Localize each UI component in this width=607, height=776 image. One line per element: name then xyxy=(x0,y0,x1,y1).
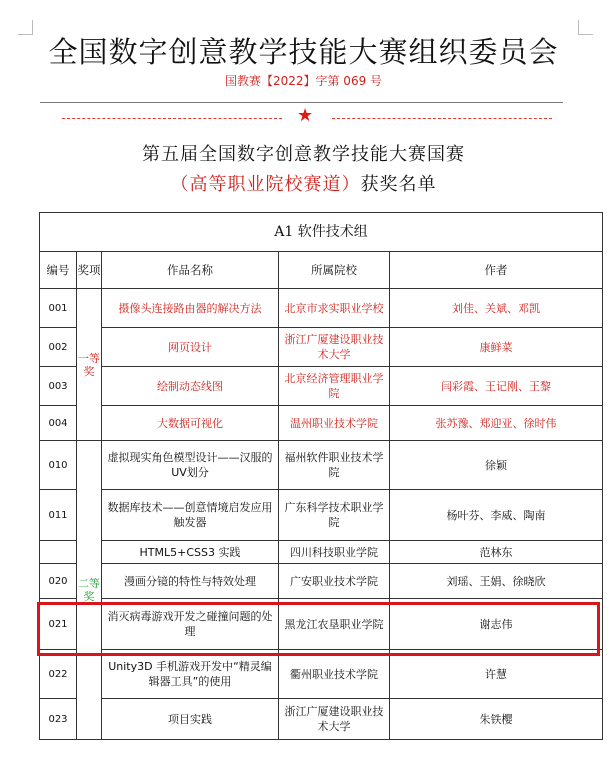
table-row xyxy=(40,441,603,490)
col-header-author: 作者 xyxy=(390,252,603,289)
row-no xyxy=(40,541,77,564)
row-work: 消灭病毒游戏开发之碰撞问题的处理 xyxy=(102,599,279,650)
award-first-prize: 一等奖 xyxy=(77,289,102,441)
row-work: 虚拟现实角色模型设计——汉服的UV划分 xyxy=(102,441,279,490)
row-work: 摄像头连接路由器的解决方法 xyxy=(102,289,279,328)
row-author: 刘佳、关斌、邓凯 xyxy=(390,289,603,328)
row-no: 023 xyxy=(40,699,77,740)
row-work: 漫画分镜的特性与特效处理 xyxy=(102,564,279,599)
row-school: 北京市求实职业学校 xyxy=(279,289,390,328)
row-work: Unity3D 手机游戏开发中“精灵编辑器工具”的使用 xyxy=(102,650,279,699)
header-rule xyxy=(40,102,563,103)
table-row xyxy=(40,367,603,406)
row-no: 021 xyxy=(40,599,77,650)
row-author: 徐颖 xyxy=(390,441,603,490)
row-work: 项目实践 xyxy=(102,699,279,740)
col-header-award: 奖项 xyxy=(77,252,102,289)
row-school: 广安职业技术学院 xyxy=(279,564,390,599)
subtitle-line2 xyxy=(0,170,607,196)
row-work: 绘制动态线图 xyxy=(102,367,279,406)
divider-dash-right xyxy=(332,118,552,119)
group-header: A1 软件技术组 xyxy=(40,213,603,252)
row-no: 011 xyxy=(40,490,77,541)
row-author: 刘瑶、王娟、徐晓欣 xyxy=(390,564,603,599)
row-school: 温州职业技术学院 xyxy=(279,406,390,441)
award-second-prize: 二等奖 xyxy=(77,441,102,740)
row-author: 闫彩霞、王记刚、王黎 xyxy=(390,367,603,406)
row-no: 001 xyxy=(40,289,77,328)
table-row xyxy=(40,289,603,328)
row-no: 002 xyxy=(40,328,77,367)
document-title: 全国数字创意教学技能大赛组织委员会 xyxy=(48,35,559,69)
table-row xyxy=(40,699,603,740)
row-school: 福州软件职业技术学院 xyxy=(279,441,390,490)
subtitle-line1: 第五届全国数字创意教学技能大赛国赛 xyxy=(142,144,465,165)
row-school: 衢州职业技术学院 xyxy=(279,650,390,699)
row-author: 许慧 xyxy=(390,650,603,699)
row-school: 北京经济管理职业学院 xyxy=(279,367,390,406)
col-header-work: 作品名称 xyxy=(102,252,279,289)
row-author: 范林东 xyxy=(390,541,603,564)
table-row xyxy=(40,564,603,599)
awards-table xyxy=(39,212,603,740)
col-header-no: 编号 xyxy=(40,252,77,289)
document-number: 国教赛【2022】字第 069 号 xyxy=(224,74,383,88)
row-school: 四川科技职业学院 xyxy=(279,541,390,564)
row-work: 网页设计 xyxy=(102,328,279,367)
star-divider xyxy=(62,105,552,126)
divider-dash-left xyxy=(62,118,282,119)
table-row xyxy=(40,541,603,564)
table-row xyxy=(40,328,603,367)
row-author: 张苏豫、郑迎亚、徐时伟 xyxy=(390,406,603,441)
row-work: HTML5+CSS3 实践 xyxy=(102,541,279,564)
row-school: 浙江广厦建设职业技术大学 xyxy=(279,328,390,367)
row-school: 浙江广厦建设职业技术大学 xyxy=(279,699,390,740)
row-author: 康鲜菜 xyxy=(390,328,603,367)
row-school: 广东科学技术职业学院 xyxy=(279,490,390,541)
table-row xyxy=(40,406,603,441)
row-no: 004 xyxy=(40,406,77,441)
star-icon: ★ xyxy=(297,105,314,126)
row-author: 谢志伟 xyxy=(390,599,603,650)
table-row xyxy=(40,650,603,699)
subtitle-track: （高等职业院校赛道） xyxy=(170,174,361,195)
row-no: 003 xyxy=(40,367,77,406)
col-header-school: 所属院校 xyxy=(279,252,390,289)
row-author: 杨叶芬、李威、陶南 xyxy=(390,490,603,541)
row-work: 数据库技术——创意情境启发应用触发器 xyxy=(102,490,279,541)
table-row xyxy=(40,490,603,541)
row-work: 大数据可视化 xyxy=(102,406,279,441)
subtitle-list-label: 获奖名单 xyxy=(360,174,437,195)
row-no: 020 xyxy=(40,564,77,599)
row-author: 朱铁樱 xyxy=(390,699,603,740)
row-school: 黑龙江农垦职业学院 xyxy=(279,599,390,650)
row-no: 010 xyxy=(40,441,77,490)
row-no: 022 xyxy=(40,650,77,699)
highlight-box xyxy=(37,602,600,656)
